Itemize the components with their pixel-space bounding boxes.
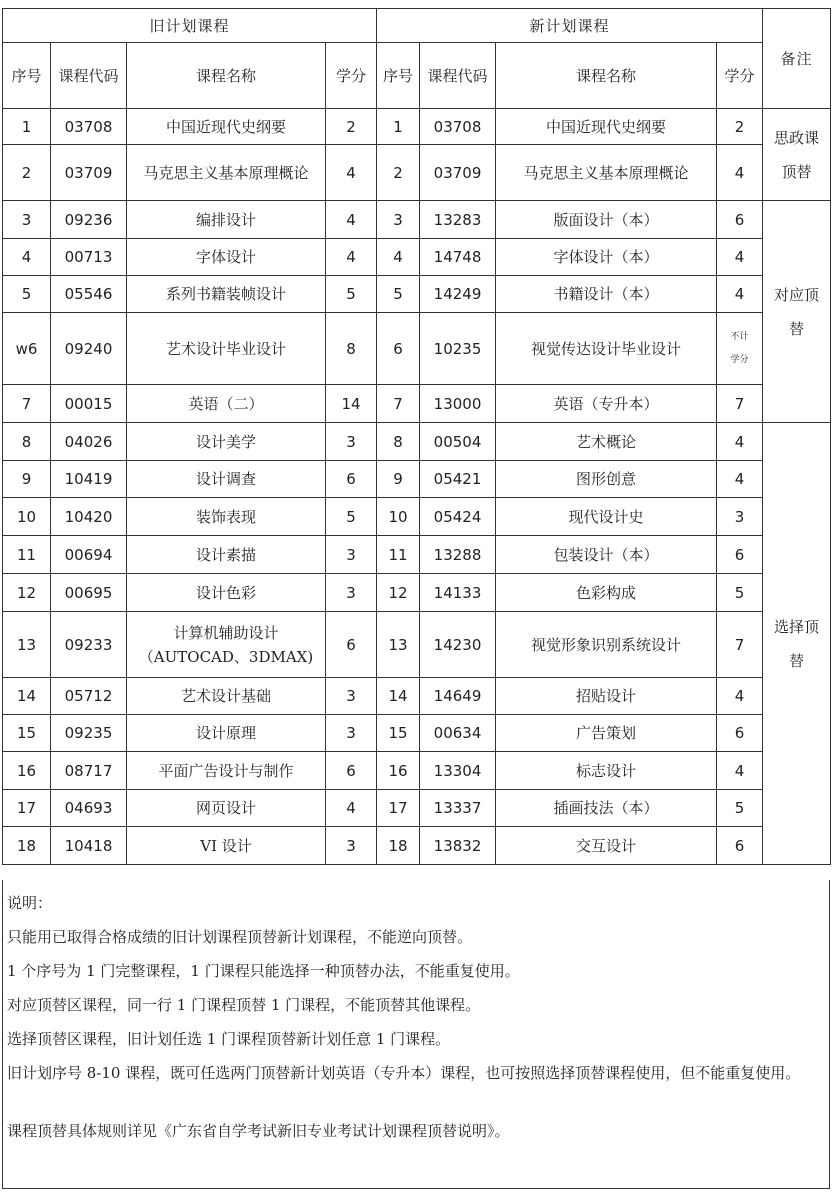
credit-note-line: 学分 [730,354,749,365]
new-credit-cell: 4 [717,239,763,276]
old-name-cell: 艺术设计毕业设计 [127,313,326,385]
old-seq-cell: 2 [3,145,51,201]
old-code-cell: 00015 [51,385,127,423]
old-name-cell: VI 设计 [127,827,326,865]
old-credit-cell: 3 [326,423,377,461]
new-name-cell: 标志设计 [496,752,717,790]
old-name-cell: 马克思主义基本原理概论 [127,145,326,201]
new-name-cell: 艺术概论 [496,423,717,461]
new-credit-cell [717,313,763,385]
new-seq-header: 序号 [377,43,420,109]
old-name-cell: 设计调查 [127,461,326,498]
new-code-cell: 13304 [420,752,496,790]
credit-note-line: 不计 [730,331,749,342]
old-seq-cell: 18 [3,827,51,865]
new-seq-cell: 11 [377,536,420,574]
old-credit-cell: 8 [326,313,377,385]
table-row [3,461,831,498]
old-seq-cell: 1 [3,109,51,145]
old-code-cell: 09233 [51,612,127,678]
new-seq-cell: 5 [377,276,420,313]
old-name-cell: 设计色彩 [127,574,326,612]
old-name-cell: 设计美学 [127,423,326,461]
new-seq-cell: 4 [377,239,420,276]
new-seq-cell: 12 [377,574,420,612]
new-seq-cell: 2 [377,145,420,201]
new-seq-cell: 10 [377,498,420,536]
old-code-cell: 04693 [51,790,127,827]
notes-title: 说明： [7,894,53,912]
new-seq-cell: 15 [377,715,420,752]
old-credit-cell: 3 [326,678,377,715]
old-seq-cell: 9 [3,461,51,498]
old-credit-cell: 4 [326,145,377,201]
new-name-cell: 书籍设计（本） [496,276,717,313]
new-credit-cell: 2 [717,109,763,145]
new-code-cell: 13337 [420,790,496,827]
new-credit-cell: 5 [717,790,763,827]
old-credit-cell: 6 [326,461,377,498]
old-credit-cell: 3 [326,715,377,752]
new-seq-cell: 17 [377,790,420,827]
new-name-cell: 色彩构成 [496,574,717,612]
old-name-cell: 英语（二） [127,385,326,423]
remark-cell: 思政课顶替 [763,109,831,201]
new-seq-cell: 9 [377,461,420,498]
new-name-cell: 视觉形象识别系统设计 [496,612,717,678]
old-seq-cell: w6 [3,313,51,385]
new-credit-cell: 4 [717,461,763,498]
new-code-cell: 13832 [420,827,496,865]
note-line: 选择顶替区课程，旧计划任选 1 门课程顶替新计划任意 1 门课程。 [7,1030,451,1048]
old-code-cell: 00694 [51,536,127,574]
note-line: 只能用已取得合格成绩的旧计划课程顶替新计划课程，不能逆向顶替。 [7,928,473,946]
new-plan-header: 新计划课程 [377,9,763,43]
old-code-cell: 08717 [51,752,127,790]
table-row [3,574,831,612]
old-name-cell: 计算机辅助设计（AUTOCAD、3DMAX) [127,612,326,678]
new-code-cell: 13288 [420,536,496,574]
old-code-cell: 10420 [51,498,127,536]
old-seq-cell: 11 [3,536,51,574]
table-row [3,385,831,423]
old-code-cell: 00695 [51,574,127,612]
new-credit-cell: 4 [717,678,763,715]
old-code-cell: 03708 [51,109,127,145]
old-credit-cell: 14 [326,385,377,423]
old-seq-header: 序号 [3,43,51,109]
new-seq-cell: 1 [377,109,420,145]
table-row [3,827,831,865]
remark-header: 备注 [763,9,831,109]
old-code-cell: 09240 [51,313,127,385]
new-credit-cell: 5 [717,574,763,612]
old-name-cell: 编排设计 [127,201,326,239]
new-name-cell: 包装设计（本） [496,536,717,574]
table-row [3,612,831,678]
new-seq-cell: 7 [377,385,420,423]
new-name-cell: 广告策划 [496,715,717,752]
old-seq-cell: 4 [3,239,51,276]
old-credit-cell: 2 [326,109,377,145]
new-credit-cell: 6 [717,827,763,865]
new-code-cell: 14249 [420,276,496,313]
new-name-cell: 招贴设计 [496,678,717,715]
note-line: 旧计划序号 8-10 课程，既可任选两门顶替新计划英语（专升本）课程，也可按照选择顶替课程使用，但不能重复使用。 [7,1064,801,1082]
remark-cell: 选择顶替 [763,423,831,865]
new-seq-cell: 14 [377,678,420,715]
old-code-cell: 00713 [51,239,127,276]
old-name-cell: 艺术设计基础 [127,678,326,715]
new-name-cell: 字体设计（本） [496,239,717,276]
table-row [3,239,831,276]
old-name-cell: 字体设计 [127,239,326,276]
old-code-cell: 10419 [51,461,127,498]
old-seq-cell: 14 [3,678,51,715]
new-name-cell: 现代设计史 [496,498,717,536]
new-name-cell: 视觉传达设计毕业设计 [496,313,717,385]
table-row [3,423,831,461]
old-seq-cell: 12 [3,574,51,612]
top-cropped-text [0,0,839,4]
old-credit-cell: 6 [326,752,377,790]
course-replacement-table [2,8,831,865]
new-seq-cell: 8 [377,423,420,461]
note-line: 课程顶替具体规则详见《广东省自学考试新旧专业考试计划课程顶替说明》。 [7,1122,510,1140]
old-name-cell: 网页设计 [127,790,326,827]
old-code-cell: 04026 [51,423,127,461]
old-code-cell: 09236 [51,201,127,239]
old-code-cell: 03709 [51,145,127,201]
new-seq-cell: 16 [377,752,420,790]
old-plan-header: 旧计划课程 [3,9,377,43]
table-row [3,715,831,752]
table-row [3,678,831,715]
new-code-cell: 13000 [420,385,496,423]
new-code-cell: 14133 [420,574,496,612]
new-name-cell: 版面设计（本） [496,201,717,239]
old-seq-cell: 13 [3,612,51,678]
new-name-cell: 马克思主义基本原理概论 [496,145,717,201]
new-credit-cell: 7 [717,612,763,678]
old-code-header: 课程代码 [51,43,127,109]
table-row [3,752,831,790]
old-credit-cell: 3 [326,536,377,574]
old-name-cell: 平面广告设计与制作 [127,752,326,790]
new-code-cell: 10235 [420,313,496,385]
old-name-cell: 设计素描 [127,536,326,574]
new-seq-cell: 18 [377,827,420,865]
new-name-cell: 交互设计 [496,827,717,865]
new-seq-cell: 6 [377,313,420,385]
new-code-cell: 14748 [420,239,496,276]
new-code-cell: 05421 [420,461,496,498]
new-credit-cell: 4 [717,423,763,461]
note-line: 对应顶替区课程，同一行 1 门课程顶替 1 门课程，不能顶替其他课程。 [7,996,481,1014]
old-name-header: 课程名称 [127,43,326,109]
table-row [3,276,831,313]
table-row [3,498,831,536]
old-seq-cell: 17 [3,790,51,827]
remark-cell: 对应顶替 [763,201,831,423]
old-credit-cell: 3 [326,827,377,865]
old-seq-cell: 10 [3,498,51,536]
new-credit-cell: 3 [717,498,763,536]
new-credit-cell: 6 [717,536,763,574]
new-name-cell: 图形创意 [496,461,717,498]
old-seq-cell: 16 [3,752,51,790]
new-name-cell: 中国近现代史纲要 [496,109,717,145]
old-name-cell: 中国近现代史纲要 [127,109,326,145]
old-credit-cell: 4 [326,201,377,239]
old-seq-cell: 3 [3,201,51,239]
old-name-cell: 设计原理 [127,715,326,752]
old-credit-cell: 4 [326,239,377,276]
old-seq-cell: 15 [3,715,51,752]
old-code-cell: 09235 [51,715,127,752]
old-seq-cell: 8 [3,423,51,461]
old-seq-cell: 7 [3,385,51,423]
new-name-cell: 插画技法（本） [496,790,717,827]
new-code-cell: 14230 [420,612,496,678]
new-code-cell: 13283 [420,201,496,239]
notes-section [2,880,830,1189]
new-code-cell: 03708 [420,109,496,145]
new-code-cell: 03709 [420,145,496,201]
new-code-cell: 14649 [420,678,496,715]
header-row-2 [3,43,831,109]
new-credit-cell: 4 [717,145,763,201]
new-code-header: 课程代码 [420,43,496,109]
table-row [3,790,831,827]
new-code-cell: 00634 [420,715,496,752]
table-row [3,145,831,201]
table-row [3,201,831,239]
new-name-header: 课程名称 [496,43,717,109]
new-credit-cell: 4 [717,752,763,790]
table-row [3,109,831,145]
note-line: 1 个序号为 1 门完整课程，1 门课程只能选择一种顶替办法，不能重复使用。 [7,962,520,980]
old-credit-cell: 5 [326,276,377,313]
new-code-cell: 05424 [420,498,496,536]
new-name-cell: 英语（专升本） [496,385,717,423]
new-seq-cell: 3 [377,201,420,239]
new-credit-cell: 7 [717,385,763,423]
old-name-cell: 系列书籍装帧设计 [127,276,326,313]
table-row [3,536,831,574]
old-code-cell: 05712 [51,678,127,715]
old-credit-header: 学分 [326,43,377,109]
old-credit-cell: 5 [326,498,377,536]
new-credit-cell: 4 [717,276,763,313]
new-code-cell: 00504 [420,423,496,461]
header-row-1 [3,9,831,43]
table-row [3,313,831,385]
new-seq-cell: 13 [377,612,420,678]
old-credit-cell: 3 [326,574,377,612]
new-credit-cell: 6 [717,715,763,752]
new-credit-cell: 6 [717,201,763,239]
old-code-cell: 10418 [51,827,127,865]
new-credit-header: 学分 [717,43,763,109]
old-seq-cell: 5 [3,276,51,313]
old-credit-cell: 6 [326,612,377,678]
old-credit-cell: 4 [326,790,377,827]
old-code-cell: 05546 [51,276,127,313]
old-name-cell: 装饰表现 [127,498,326,536]
